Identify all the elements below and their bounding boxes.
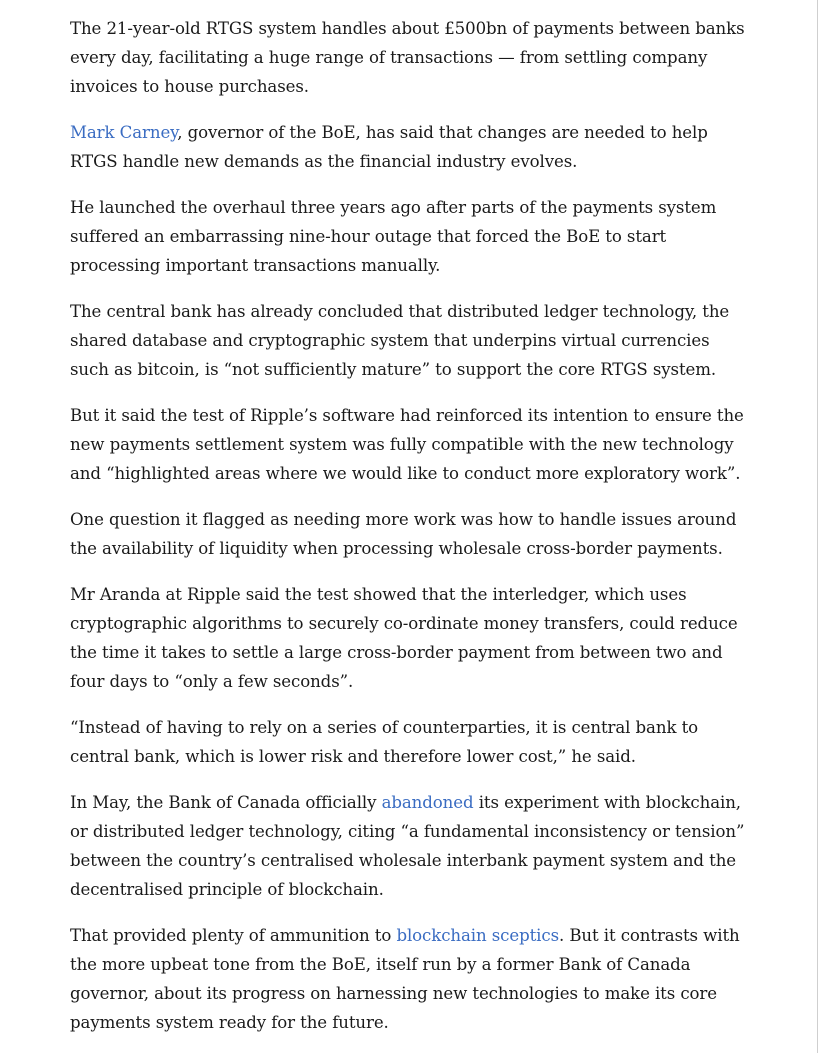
paragraph-text: Mr Aranda at Ripple said the test showed that the interledger, which uses cryptographic algorithms to securely co-ordinate money transfers, could reduce the time it takes to settle a large cross-border payment from between two and four days to “only a few seconds”. — [70, 585, 738, 691]
paragraph — [70, 118, 750, 176]
link-blockchain-sceptics[interactable]: blockchain sceptics — [396, 926, 559, 945]
paragraph-text: In May, the Bank of Canada officially — [70, 793, 382, 812]
paragraph — [70, 193, 750, 280]
paragraph-text: One question it flagged as needing more work was how to handle issues around the availability of liquidity when processing wholesale cross-border payments. — [70, 510, 737, 558]
paragraph-text: The central bank has already concluded that distributed ledger technology, the shared database and cryptographic system that underpins virtual currencies such as bitcoin, is “not sufficiently mature” to support the core RTGS system. — [70, 302, 730, 379]
paragraph-text: But it said the test of Ripple’s software had reinforced its intention to ensure the new payments settlement system was fully compatible with the new technology and “highlighted areas where we would like to conduct more exploratory work”. — [70, 406, 744, 483]
paragraph-text: , governor of the BoE, has said that changes are needed to help RTGS handle new demands as the financial industry evolves. — [70, 123, 708, 171]
paragraph — [70, 14, 750, 101]
paragraph — [70, 921, 750, 1037]
paragraph-text: its experiment with blockchain, or distributed ledger technology, citing “a fundamental inconsistency or tension” between the country’s centralised wholesale interbank payment system and the decentralised principle of blockchain. — [70, 793, 745, 899]
paragraph-text: The 21-year-old RTGS system handles about £500bn of payments between banks every day, facilitating a huge range of transactions — from settling company invoices to house purchases. — [70, 19, 745, 96]
link-abandoned[interactable]: abandoned — [381, 793, 474, 812]
link-mark-carney[interactable]: Mark Carney — [70, 123, 178, 142]
paragraph — [70, 788, 750, 904]
paragraph — [70, 297, 750, 384]
article-body — [70, 14, 750, 1054]
paragraph — [70, 505, 750, 563]
paragraph-text: He launched the overhaul three years ago after parts of the payments system suffered an embarrassing nine-hour outage that forced the BoE to start processing important transactions manually. — [70, 198, 717, 275]
paragraph — [70, 401, 750, 488]
paragraph — [70, 713, 750, 771]
paragraph-text: “Instead of having to rely on a series of counterparties, it is central bank to central bank, which is lower risk and therefore lower cost,” he said. — [70, 718, 699, 766]
paragraph — [70, 580, 750, 696]
paragraph-text: That provided plenty of ammunition to — [70, 926, 397, 945]
paragraph-text: . But it contrasts with the more upbeat tone from the BoE, itself run by a former Bank of Canada governor, about its progress on harnessing new technologies to make its core payments system ready for the future. — [70, 926, 740, 1032]
